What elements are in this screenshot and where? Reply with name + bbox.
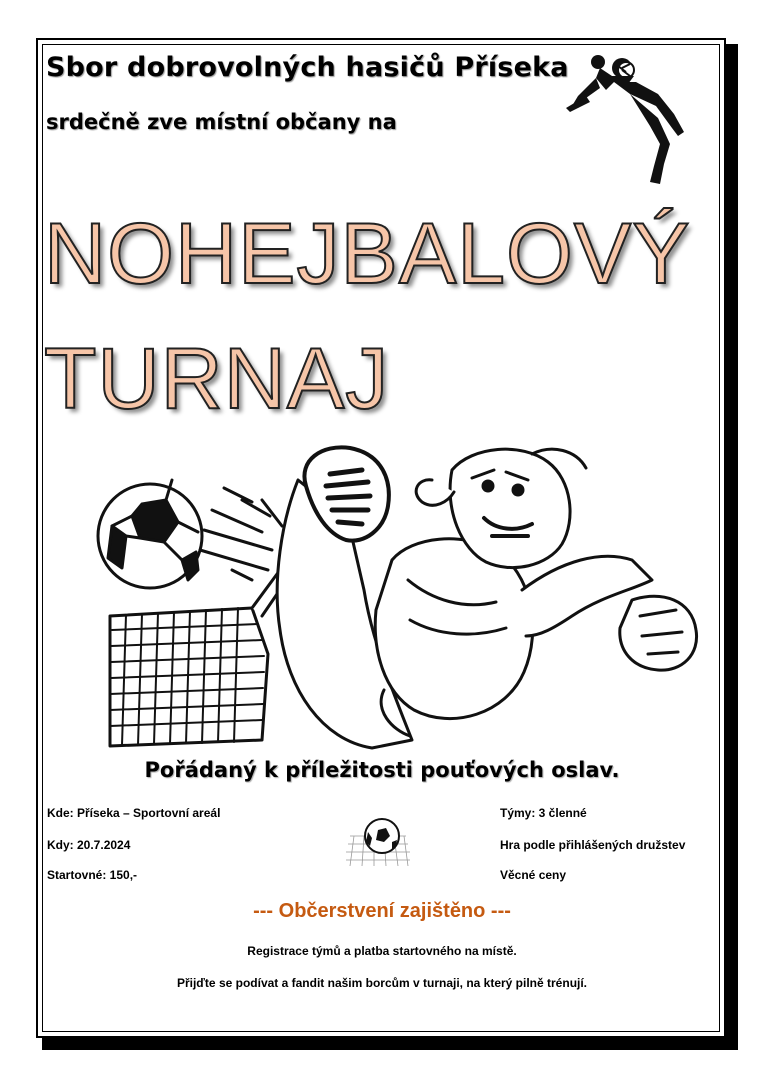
soccer-ball-net-icon	[344, 812, 412, 868]
title-line-1: NOHEJBALOVÝ	[44, 206, 691, 302]
detail-date: Kdy: 20.7.2024	[47, 838, 131, 852]
organizer-heading: Sbor dobrovolných hasičů Příseka	[46, 52, 569, 83]
registration-note: Registrace týmů a platba startovného na místě.	[247, 944, 517, 958]
footvolley-cartoon-illustration	[92, 440, 732, 752]
detail-teams: Týmy: 3 členné	[500, 806, 587, 820]
detail-prizes: Věcné ceny	[500, 868, 567, 882]
kicking-player-silhouette-icon	[560, 48, 700, 188]
title-line-2: TURNAJ	[44, 331, 390, 427]
refreshments-notice: --- Občerstvení zajištěno ---	[253, 900, 511, 922]
detail-format: Hra podle přihlášených družstev	[500, 838, 686, 852]
detail-location: Kde: Příseka – Sportovní areál	[47, 806, 221, 820]
detail-fee: Startovné: 150,-	[47, 868, 138, 882]
invitation-note: Přijďte se podívat a fandit našim borcům v turnaji, na který pilně trénují.	[176, 976, 588, 990]
occasion-subtitle: Pořádaný k příležitosti pouťových oslav.	[144, 758, 620, 782]
invite-line: srdečně zve místní občany na	[46, 110, 397, 134]
